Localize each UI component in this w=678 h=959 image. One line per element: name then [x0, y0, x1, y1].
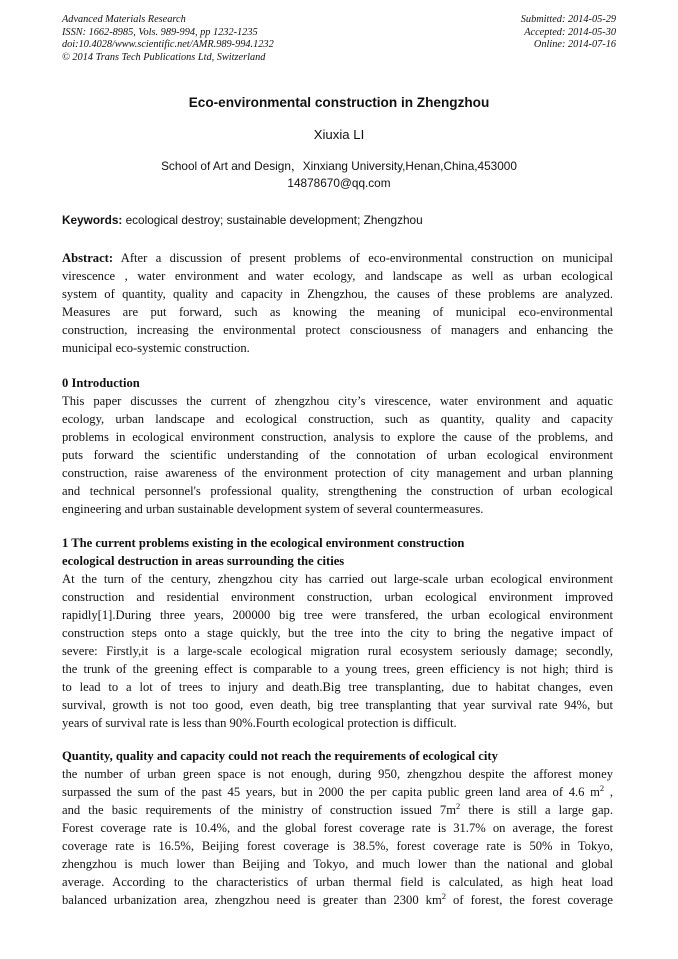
- section-2-line: zhengzhou is much lower than Beijing and Tokyo, and much lower than the national and global: [62, 857, 613, 871]
- keywords-text: ecological destroy; sustainable development; Zhengzhou: [122, 213, 423, 227]
- abstract-section: [62, 249, 613, 357]
- section-1-line: construction and residential environment construction, urban ecological environment improved: [62, 590, 613, 604]
- section-1-heading: 1 The current problems existing in the ecological environment construction: [62, 536, 465, 550]
- section-2-line: Forest coverage rate is 10.4%, and the global forest coverage rate is 31.7% on average, the forest: [62, 821, 613, 835]
- intro-line: and technical personnel's professional quality, strengthening the construction of urban ecological: [62, 484, 613, 498]
- section-1-line: severe: Firstly,it is a large-scale ecological migration rural ecosystem seriously damage; secondly,: [62, 644, 613, 658]
- intro-line: This paper discusses the current of zhengzhou city’s virescence, water environment and aquatic: [62, 394, 613, 408]
- abstract-line: system of quantity, quality and capacity in Zhengzhou, the causes of these problems are analyzed.: [62, 287, 613, 301]
- section-1-subheading: ecological destruction in areas surrounding the cities: [62, 554, 345, 568]
- accepted-date: Accepted: 2014-05-30: [524, 26, 616, 38]
- intro-line: problems in ecological environment construction, analysis to explore the cause of the problems, and: [62, 430, 613, 444]
- keywords-line: [62, 213, 423, 227]
- doi-line: doi:10.4028/www.scientific.net/AMR.989-994.1232: [62, 39, 274, 51]
- submitted-date: Submitted: 2014-05-29: [520, 14, 616, 25]
- intro-line: construction, raise awareness of the environment protection of city management and urban planning: [62, 466, 613, 480]
- superscript-2: 2: [599, 783, 605, 793]
- submission-dates: [521, 14, 616, 52]
- superscript-2: 2: [456, 801, 461, 811]
- intro-line: puts forward the scientific understanding of the connotation of urban ecological environment: [62, 448, 613, 462]
- keywords-label: Keywords:: [62, 213, 123, 227]
- paper-title: Eco-environmental construction in Zhengzhou: [188, 95, 490, 110]
- intro-heading: 0 Introduction: [62, 376, 140, 390]
- author-email: 14878670@qq.com: [287, 176, 391, 190]
- journal-name: Advanced Materials Research: [62, 14, 186, 25]
- intro-line: engineering and urban sustainable development system of several countermeasures.: [62, 502, 484, 516]
- author-name: Xiuxia LI: [313, 127, 365, 142]
- section-1-line: rapidly[1].During three years, 200000 big tree were transfered, the urban ecological environment: [62, 608, 613, 622]
- superscript-2: 2: [441, 891, 447, 901]
- section-quantity-quality: [62, 747, 613, 909]
- section-2-line: surpassed the sum of the past 45 years, but in 2000 the per capita public green land area of 4.6 $m^2$ ,: [62, 783, 613, 799]
- section-1-line: to lead to a lot of trees to injury and death.Big tree transplanting, due to habitat changes, even: [62, 680, 613, 694]
- section-1-line: construction steps onto a stage quickly, but the tree into the city to bring the negative impact of: [62, 626, 613, 640]
- abstract-line: Abstract: After a discussion of present problems of eco-environmental construction on municipal: [62, 251, 613, 265]
- abstract-line: construction, increasing the environmental protect consciousness of managers and enhancing the: [62, 323, 613, 337]
- copyright-line: © 2014 Trans Tech Publications Ltd, Switzerland: [62, 51, 266, 63]
- issn-line: ISSN: 1662-8985, Vols. 989-994, pp 1232-1235: [62, 26, 258, 38]
- section-2-line: balanced urbanization area, zhengzhou need is greater than 2300 $km^2$ of forest, the forest coverage: [62, 891, 614, 907]
- section-2-line: the number of urban green space is not enough, during 950, zhengzhou despite the afforest money: [62, 767, 613, 781]
- section-2-heading: Quantity, quality and capacity could not reach the requirements of ecological city: [62, 749, 498, 763]
- intro-line: ecology, urban landscape and ecological construction, such as quantity, quality and capacity: [62, 412, 613, 426]
- abstract-line: Measures are put forward, such as knowing the meaning of municipal eco-environmental: [62, 305, 613, 319]
- section-2-line: coverage rate is 16.5%, Beijing forest coverage is 38.5%, forest coverage rate is 50% in Tokyo,: [62, 839, 613, 853]
- abstract-line: municipal eco-systemic construction.: [62, 341, 250, 355]
- section-1-line: years of survival rate is less than 90%.Fourth ecological protection is difficult.: [62, 716, 457, 730]
- section-2-line: average. According to the characteristics of urban thermal field is calculated, as high heat load: [62, 875, 613, 889]
- section-1: [62, 534, 613, 732]
- author-affiliation: School of Art and Design，Xinxiang University,Henan,China,453000: [161, 159, 517, 173]
- online-date: Online: 2014-07-16: [533, 39, 616, 51]
- journal-header-info: [62, 14, 274, 64]
- abstract-line: virescence , water environment and water ecology, and landscape as well as urban ecological: [62, 269, 613, 283]
- section-1-line: At the turn of the century, zhengzhou city has carried out large-scale urban ecological environment: [62, 572, 613, 586]
- introduction-section: [62, 374, 613, 518]
- section-2-line: and the basic requirements of the ministry of construction issued $7m^2$ there is still a large gap.: [62, 801, 613, 817]
- section-1-line: survival, growth is not too good, even death, big tree transplanting that year survival rate 94%, but: [62, 698, 613, 712]
- section-1-line: the trunk of the greening effect is comparable to a young trees, green efficiency is not high; third is: [62, 662, 613, 676]
- abstract-label: Abstract:: [62, 251, 114, 265]
